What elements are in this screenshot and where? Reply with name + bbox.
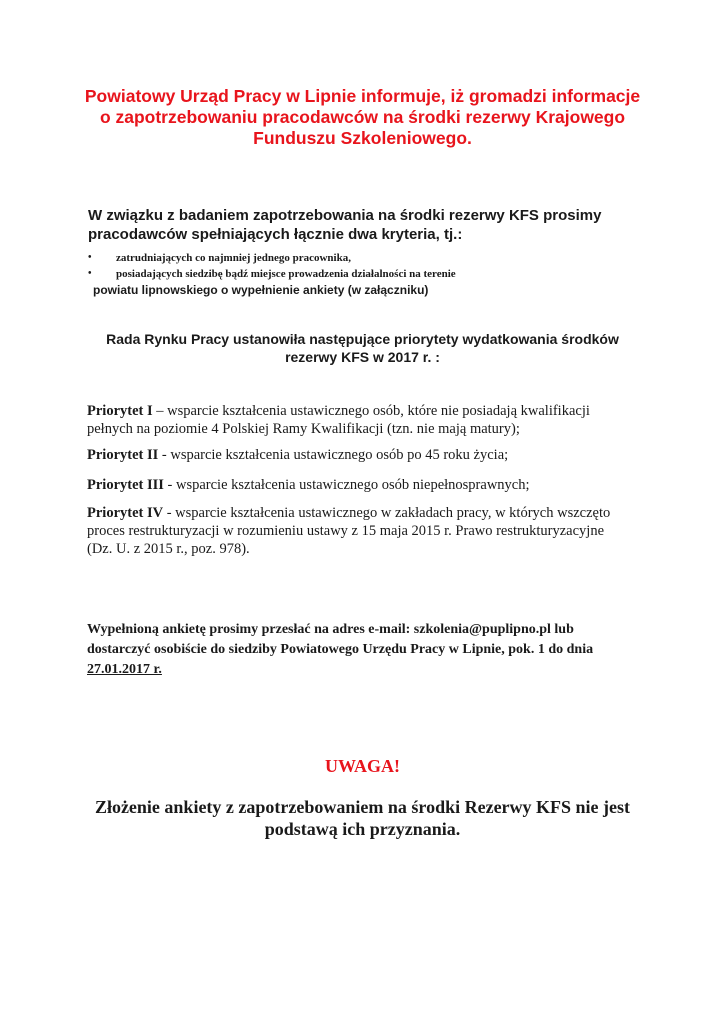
warning-heading: UWAGA!: [325, 756, 400, 776]
criteria-item-text: posiadających siedzibę bądź miejsce prowadzenia działalności na terenie: [116, 268, 456, 280]
priority-text: pełnych na poziomie 4 Polskiej Ramy Kwalifikacji (tzn. nie mają matury);: [87, 421, 520, 437]
priority-text: – wsparcie kształcenia ustawicznego osób, które nie posiadają kwalifikacji: [152, 403, 590, 419]
criteria-tail: powiatu lipnowskiego o wypełnienie ankiety (w załączniku): [93, 283, 429, 297]
priority-label: Priorytet III: [87, 477, 164, 493]
intro-line-1: W związku z badaniem zapotrzebowania na środki rezerwy KFS prosimy: [88, 207, 602, 224]
priority-2: [87, 446, 647, 464]
priority-1: [87, 402, 647, 438]
priority-label: Priorytet I: [87, 403, 153, 419]
page-title: [70, 86, 655, 149]
criteria-list: [86, 250, 646, 282]
rada-line-2: rezerwy KFS w 2017 r. :: [285, 349, 440, 365]
priority-3: [87, 476, 647, 494]
list-item: [86, 266, 646, 282]
priority-text: - wsparcie kształcenia ustawicznego osób niepełnosprawnych;: [163, 477, 530, 493]
priority-text: proces restrukturyzacji w rozumieniu ustawy z 15 maja 2015 r. Prawo restrukturyzacyjne: [87, 523, 605, 539]
title-line-1: Powiatowy Urząd Pracy w Lipnie informuje, iż gromadzi informacje: [84, 86, 641, 106]
intro-line-2: pracodawców spełniających łącznie dwa kryteria, tj.:: [88, 226, 463, 243]
bullet-icon: •: [88, 252, 92, 263]
title-line-2: o zapotrzebowaniu pracodawców na środki rezerwy Krajowego: [99, 107, 626, 127]
priority-4: [87, 504, 647, 558]
warning-line-1: Złożenie ankiety z zapotrzebowaniem na środki Rezerwy KFS nie jest: [94, 797, 631, 817]
priorities-heading: [80, 330, 645, 366]
intro-paragraph: [88, 206, 648, 244]
criteria-item-text: zatrudniających co najmniej jednego pracownika,: [116, 252, 351, 264]
rada-line-1: Rada Rynku Pracy ustanowiła następujące priorytety wydatkowania środków: [106, 331, 619, 347]
send-line-1: Wypełnioną ankietę prosimy przesłać na adres e-mail: szkolenia@puplipno.pl lub: [87, 622, 574, 637]
submission-instructions: [87, 620, 647, 680]
priority-text: - wsparcie kształcenia ustawicznego w zakładach pracy, w których wszczęto: [163, 505, 611, 521]
warning-note: [80, 796, 645, 840]
send-line-2: dostarczyć osobiście do siedziby Powiatowego Urzędu Pracy w Lipnie, pok. 1 do dnia: [87, 642, 594, 657]
bullet-icon: •: [88, 268, 92, 279]
title-line-3: Funduszu Szkoleniowego.: [253, 128, 472, 148]
priority-label: Priorytet II: [87, 447, 159, 463]
priority-label: Priorytet IV: [87, 505, 164, 521]
list-item: [86, 250, 646, 266]
priority-text: - wsparcie kształcenia ustawicznego osób po 45 roku życia;: [158, 447, 509, 463]
priority-text: (Dz. U. z 2015 r., poz. 978).: [87, 541, 250, 557]
warning-line-2: podstawą ich przyznania.: [264, 819, 461, 839]
deadline-date: 27.01.2017 r.: [87, 662, 162, 677]
